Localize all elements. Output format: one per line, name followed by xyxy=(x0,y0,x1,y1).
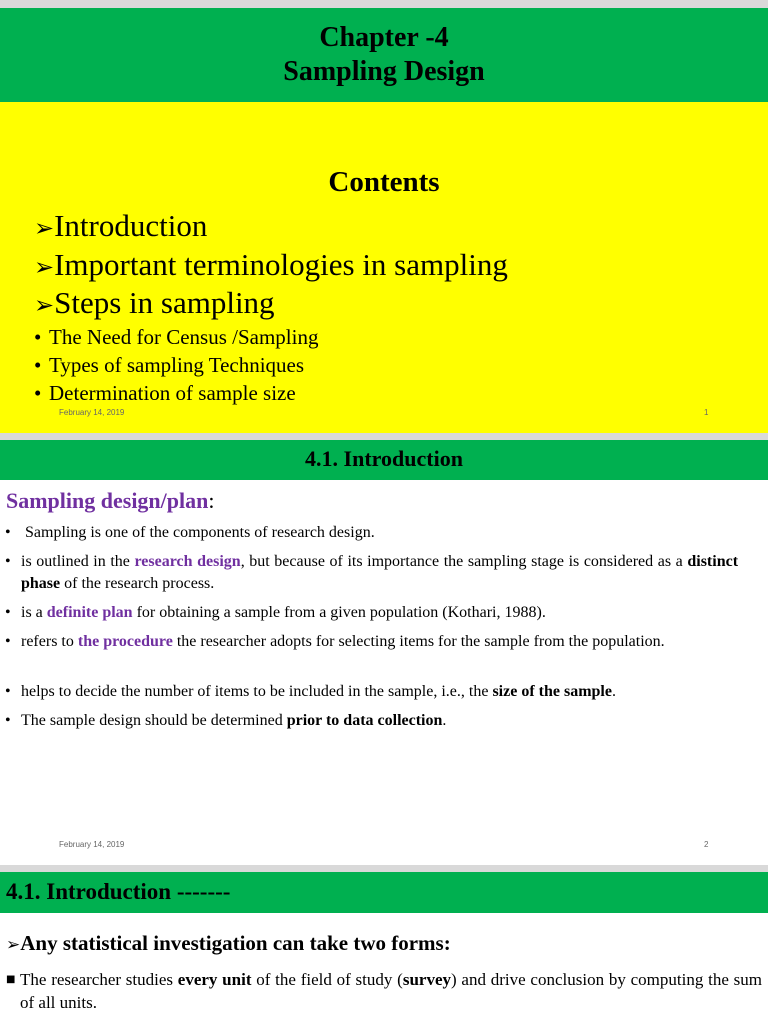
bullet-point: ■ The researcher studies every unit of the field of study (survey) and drive conclusion by computing the sum of all units. xyxy=(6,970,762,1012)
square-bullet-icon: ■ xyxy=(6,974,16,985)
arrow-bullet-icon: ➢ xyxy=(34,253,55,281)
arrow-bullet-icon: ➢ xyxy=(34,291,55,319)
chapter-subtitle: Sampling Design xyxy=(283,56,485,87)
bullet-icon: • xyxy=(5,604,11,621)
bullet-icon: • xyxy=(5,553,11,570)
arrow-bullet-icon: ➢ xyxy=(6,935,21,955)
bullet-point: • Sampling is one of the components of research design. xyxy=(5,522,738,544)
slide-date: February 14, 2019 xyxy=(59,840,125,849)
slide-title: 4.1. Introduction ------- xyxy=(6,879,231,904)
bullet-icon: • xyxy=(5,712,11,729)
slide-3 xyxy=(0,872,768,1024)
bullet-icon: • xyxy=(5,524,11,541)
slide-heading: ➢Any statistical investigation can take two forms: xyxy=(6,931,451,955)
contents-item-introduction: ➢Introduction xyxy=(34,208,208,243)
title-bar xyxy=(0,872,768,913)
bullet-point: • The sample design should be determined prior to data collection. xyxy=(5,710,738,732)
bullet-icon: • xyxy=(34,325,42,349)
slide-number: 2 xyxy=(704,840,709,849)
chapter-title: Chapter -4 xyxy=(319,22,449,53)
slide-number: 1 xyxy=(704,408,709,417)
title-bar xyxy=(0,440,768,480)
contents-item-terminologies: ➢Important terminologies in sampling xyxy=(34,247,508,282)
bullet-point: • is a definite plan for obtaining a sample from a given population (Kothari, 1988). xyxy=(5,602,738,624)
section-subheading: Sampling design/plan: xyxy=(6,488,215,513)
contents-subitem-techniques: • Types of sampling Techniques xyxy=(34,353,305,377)
bullet-icon: • xyxy=(34,381,42,405)
contents-heading: Contents xyxy=(328,166,440,198)
contents-subitem-census: • The Need for Census /Sampling xyxy=(34,325,319,349)
slide-date: February 14, 2019 xyxy=(59,408,125,417)
bullet-point: • helps to decide the number of items to be included in the sample, i.e., the size of the sample. xyxy=(5,681,738,703)
bullet-icon: • xyxy=(5,683,11,700)
arrow-bullet-icon: ➢ xyxy=(34,214,55,242)
slide-2 xyxy=(0,440,768,865)
title-bar xyxy=(0,8,768,102)
slide-title: 4.1. Introduction xyxy=(305,446,463,471)
bullet-icon: • xyxy=(34,353,42,377)
bullet-icon: • xyxy=(5,633,11,650)
slide-1 xyxy=(0,8,768,433)
bullet-point: • refers to the procedure the researcher adopts for selecting items for the sample from the population. xyxy=(5,631,738,653)
bullet-point: • is outlined in the research design, but because of its importance the sampling stage is considered as a distinct phase of the research process. xyxy=(5,553,739,592)
contents-subitem-sample-size: • Determination of sample size xyxy=(34,381,296,405)
contents-item-steps: ➢Steps in sampling xyxy=(34,285,275,320)
